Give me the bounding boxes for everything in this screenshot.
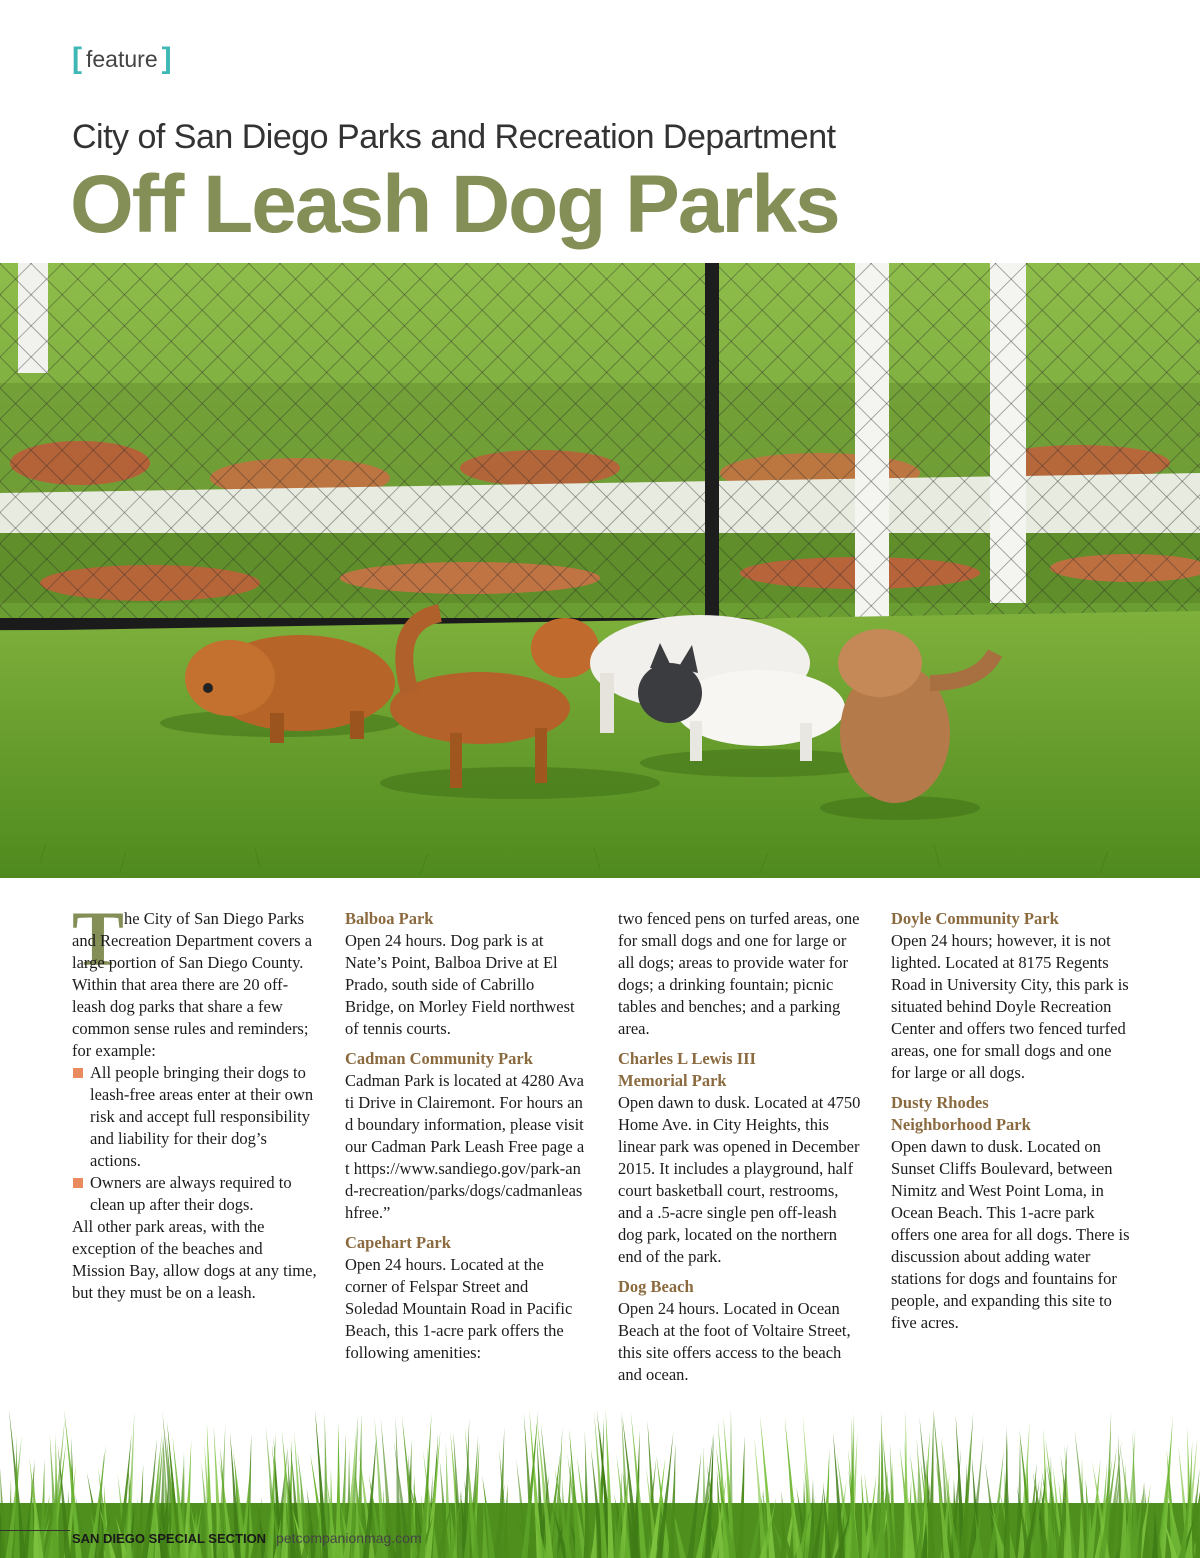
page-title: Off Leash Dog Parks — [70, 159, 839, 250]
park-heading-balboa: Balboa Park — [345, 909, 434, 928]
tag-label: feature — [86, 45, 158, 72]
park-text-balboa: Open 24 hours. Dog park is at Nate’s Point, Balboa Drive at El Prado, south side of Cabrillo Bridge, on Morley Field northwest of tennis courts. — [345, 931, 575, 1038]
footer-rule — [0, 1530, 70, 1531]
column-4 — [891, 908, 1131, 1334]
tag-bracket-close: ] — [161, 42, 172, 75]
park-text-capehart: Open 24 hours. Located at the corner of Felspar Street and Soledad Mountain Road in Pacific Beach, this 1-acre park offers the following amenities: — [345, 1255, 573, 1362]
bullet-square-icon — [73, 1068, 83, 1078]
column-1 — [72, 895, 317, 1304]
intro-paragraph — [72, 895, 317, 1062]
footer-section: SAN DIEGO SPECIAL SECTION — [72, 1530, 267, 1546]
section-tag — [72, 44, 172, 74]
column-2 — [345, 908, 585, 1364]
park-text-dusty-rhodes: Open dawn to dusk. Located on Sunset Cliffs Boulevard, between Nimitz and West Point Loma, in Ocean Beach. This 1-acre park offers one area for all dogs. There is discussion about adding water stations for dogs and fountains for people, and expanding this site to five acres. — [891, 1137, 1130, 1332]
park-heading-cadman: Cadman Community Park — [345, 1049, 533, 1068]
rules-list — [72, 1062, 317, 1216]
bullet-square-icon — [73, 1178, 83, 1188]
park-heading-doyle: Doyle Community Park — [891, 909, 1059, 928]
park-heading-capehart: Capehart Park — [345, 1233, 451, 1252]
dogs-photo — [0, 263, 1200, 878]
dogs-photo-illustration — [0, 263, 1200, 878]
page-footer — [72, 1530, 422, 1546]
park-text-dog-beach: Open 24 hours. Located in Ocean Beach at the foot of Voltaire Street, this site offers access to the beach and ocean. — [618, 1299, 851, 1384]
list-item: All people bringing their dogs to leash-free areas enter at their own risk and accept full responsibility and liability for their dog’s actions. — [72, 1062, 317, 1172]
footer-site: petcompanionmag.com — [276, 1530, 422, 1546]
park-text-capehart-continued: two fenced pens on turfed areas, one for small dogs and one for large or all dogs; areas to provide water for dogs; a drinking fountain; picnic tables and benches; and a parking area. — [618, 909, 860, 1038]
park-heading-charles-lewis: Charles L Lewis III Memorial Park — [618, 1049, 756, 1090]
tag-bracket-open: [ — [72, 42, 82, 75]
drop-cap: T — [72, 895, 125, 982]
list-item: Owners are always required to clean up after their dogs. — [72, 1172, 317, 1216]
park-text-doyle: Open 24 hours; however, it is not lighted. Located at 8175 Regents Road in University City, this park is situated behind Doyle Recreation Center and offers two fenced turfed areas, one for small dogs and one for large or all dogs. — [891, 931, 1129, 1082]
park-heading-dog-beach: Dog Beach — [618, 1277, 694, 1296]
park-heading-dusty-rhodes: Dusty Rhodes Neighborhood Park — [891, 1093, 1031, 1134]
column-3 — [618, 908, 863, 1386]
closing-paragraph: All other park areas, with the exception of the beaches and Mission Bay, allow dogs at any time, but they must be on a leash. — [72, 1217, 317, 1302]
intro-text: he City of San Diego Parks and Recreation Department covers a large portion of San Diego County. Within that area there are 20 off-leash dog parks that share a few common sense rules and reminders; for example: — [72, 909, 313, 1060]
page-subtitle: City of San Diego Parks and Recreation Department — [72, 118, 836, 156]
park-text-cadman: Cadman Park is located at 4280 Avati Drive in Clairemont. For hours and boundary information, please visit our Cadman Park Leash Free page at https://www.sandiego.gov/park-and-recreation/parks/dogs/cadmanleashfree.” — [345, 1071, 585, 1222]
park-text-charles-lewis: Open dawn to dusk. Located at 4750 Home Ave. in City Heights, this linear park was opened in December 2015. It includes a playground, half court basketball court, restrooms, and a .5-acre single pen off-leash dog park, located on the northern end of the park. — [618, 1093, 861, 1266]
